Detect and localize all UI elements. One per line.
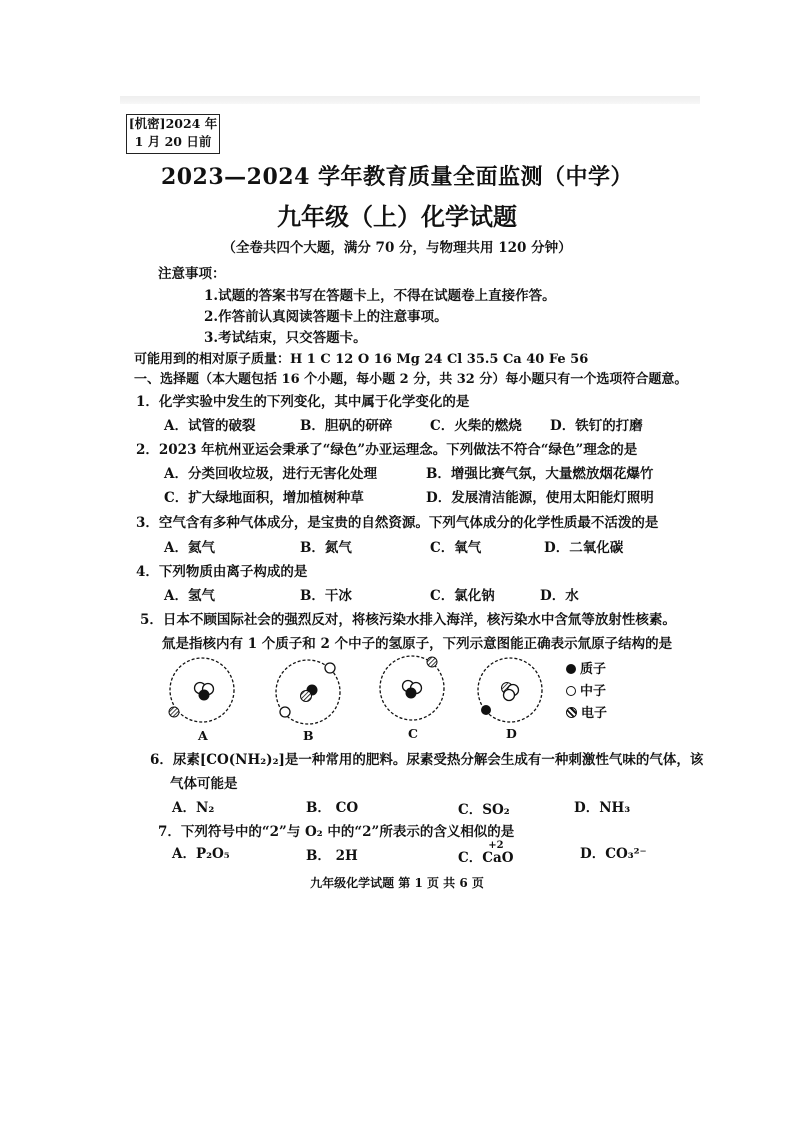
question-stem: 1．化学实验中发生的下列变化，其中属于化学变化的是 — [136, 394, 470, 410]
question-stem-continued: 气体可能是 — [170, 776, 238, 792]
option-c: C． +2 CaO — [458, 840, 514, 866]
page-footer: 九年级化学试题 第 1 页 共 6 页 — [310, 876, 484, 890]
option-a: A．N₂ — [172, 800, 215, 816]
option-b: B．增强比赛气氛，大量燃放烟花爆竹 — [426, 466, 654, 482]
option-a: A．试管的破裂 — [164, 418, 256, 434]
scan-top-band — [120, 96, 700, 104]
question-stem: 4．下列物质由离子构成的是 — [136, 564, 308, 580]
atom-diagram-c — [380, 656, 444, 720]
neutron-icon — [566, 686, 576, 696]
question-stem-continued: 氚是指核内有 1 个质子和 2 个中子的氢原子，下列示意图能正确表示氚原子结构的是 — [162, 636, 673, 652]
electron-icon — [566, 707, 577, 718]
note-item: 1.试题的答案书写在答题卡上，不得在试题卷上直接作答。 — [204, 288, 556, 304]
legend-neutron: 中子 — [566, 680, 606, 699]
option-c: C．扩大绿地面积，增加植树种草 — [164, 490, 364, 506]
atom-diagram-d — [478, 658, 542, 722]
diagram-label-a: A — [198, 728, 208, 743]
atom-diagram-b — [276, 660, 340, 724]
option-d: D．CO₃²⁻ — [580, 846, 647, 862]
atomic-masses: 可能用到的相对原子质量：H 1 C 12 O 16 Mg 24 Cl 35.5 Ca 40 Fe 56 — [134, 352, 589, 367]
option-b: B． 2H — [306, 848, 358, 864]
note-item: 3.考试结束，只交答题卡。 — [204, 330, 367, 346]
atom-structure-diagrams — [150, 650, 550, 730]
option-b: B．氮气 — [300, 540, 352, 556]
option-d: D．水 — [540, 588, 579, 604]
option-c: C．SO₂ — [458, 802, 510, 818]
question-stem: 3．空气含有多种气体成分，是宝贵的自然资源。下列气体成分的化学性质最不活泼的是 — [136, 515, 659, 531]
exam-subject-title: 九年级（上）化学试题 — [277, 202, 517, 231]
note-item: 2.作答前认真阅读答题卡上的注意事项。 — [204, 309, 448, 325]
confidential-line-1: [机密]2024 年 — [128, 116, 218, 131]
valence-mark: +2 — [488, 840, 504, 851]
option-a: A．氢气 — [164, 588, 215, 604]
option-b: B．干冰 — [300, 588, 352, 604]
proton-icon — [566, 664, 576, 674]
option-a: A．氦气 — [164, 540, 215, 556]
confidential-stamp — [126, 114, 220, 154]
option-c: C．氯化钠 — [430, 588, 495, 604]
option-d: D．二氧化碳 — [544, 540, 624, 556]
notes-heading: 注意事项： — [158, 266, 226, 282]
section-heading: 一、选择题（本大题包括 16 个小题，每小题 2 分，共 32 分）每小题只有一个选项符合题意。 — [134, 372, 688, 387]
exam-title: 2023—2024 学年教育质量全面监测（中学） — [160, 164, 634, 190]
option-b: B． CO — [306, 800, 359, 816]
option-b: B．胆矾的研碎 — [300, 418, 393, 434]
option-a: A．P₂O₅ — [172, 846, 230, 862]
atom-diagram-a — [169, 658, 234, 722]
legend-electron: 电子 — [566, 702, 607, 721]
option-a: A．分类回收垃圾，进行无害化处理 — [164, 466, 377, 482]
option-d: D．发展清洁能源，使用太阳能灯照明 — [426, 490, 654, 506]
legend-proton: 质子 — [566, 658, 606, 677]
option-d: D．NH₃ — [574, 800, 631, 816]
question-stem: 5．日本不顾国际社会的强烈反对，将核污染水排入海洋，核污染水中含氚等放射性核素。 — [140, 612, 676, 628]
exam-info: （全卷共四个大题，满分 70 分，与物理共用 120 分钟） — [222, 240, 572, 256]
question-stem: 2．2023 年杭州亚运会秉承了“绿色”办亚运理念。下列做法不符合“绿色”理念的是 — [136, 442, 638, 458]
diagram-label-b: B — [303, 728, 314, 743]
question-stem: 6．尿素[CO(NH₂)₂]是一种常用的肥料。尿素受热分解会生成有一种刺激性气味的气体，该 — [150, 752, 704, 768]
option-d: D．铁钉的打磨 — [550, 418, 643, 434]
confidential-line-2: 1 月 20 日前 — [134, 134, 212, 149]
diagram-label-c: C — [408, 726, 418, 741]
option-c: C．氧气 — [430, 540, 482, 556]
diagram-label-d: D — [506, 726, 517, 741]
question-stem: 7．下列符号中的“2”与 O₂ 中的“2”所表示的含义相似的是 — [158, 824, 515, 840]
option-c: C．火柴的燃烧 — [430, 418, 522, 434]
